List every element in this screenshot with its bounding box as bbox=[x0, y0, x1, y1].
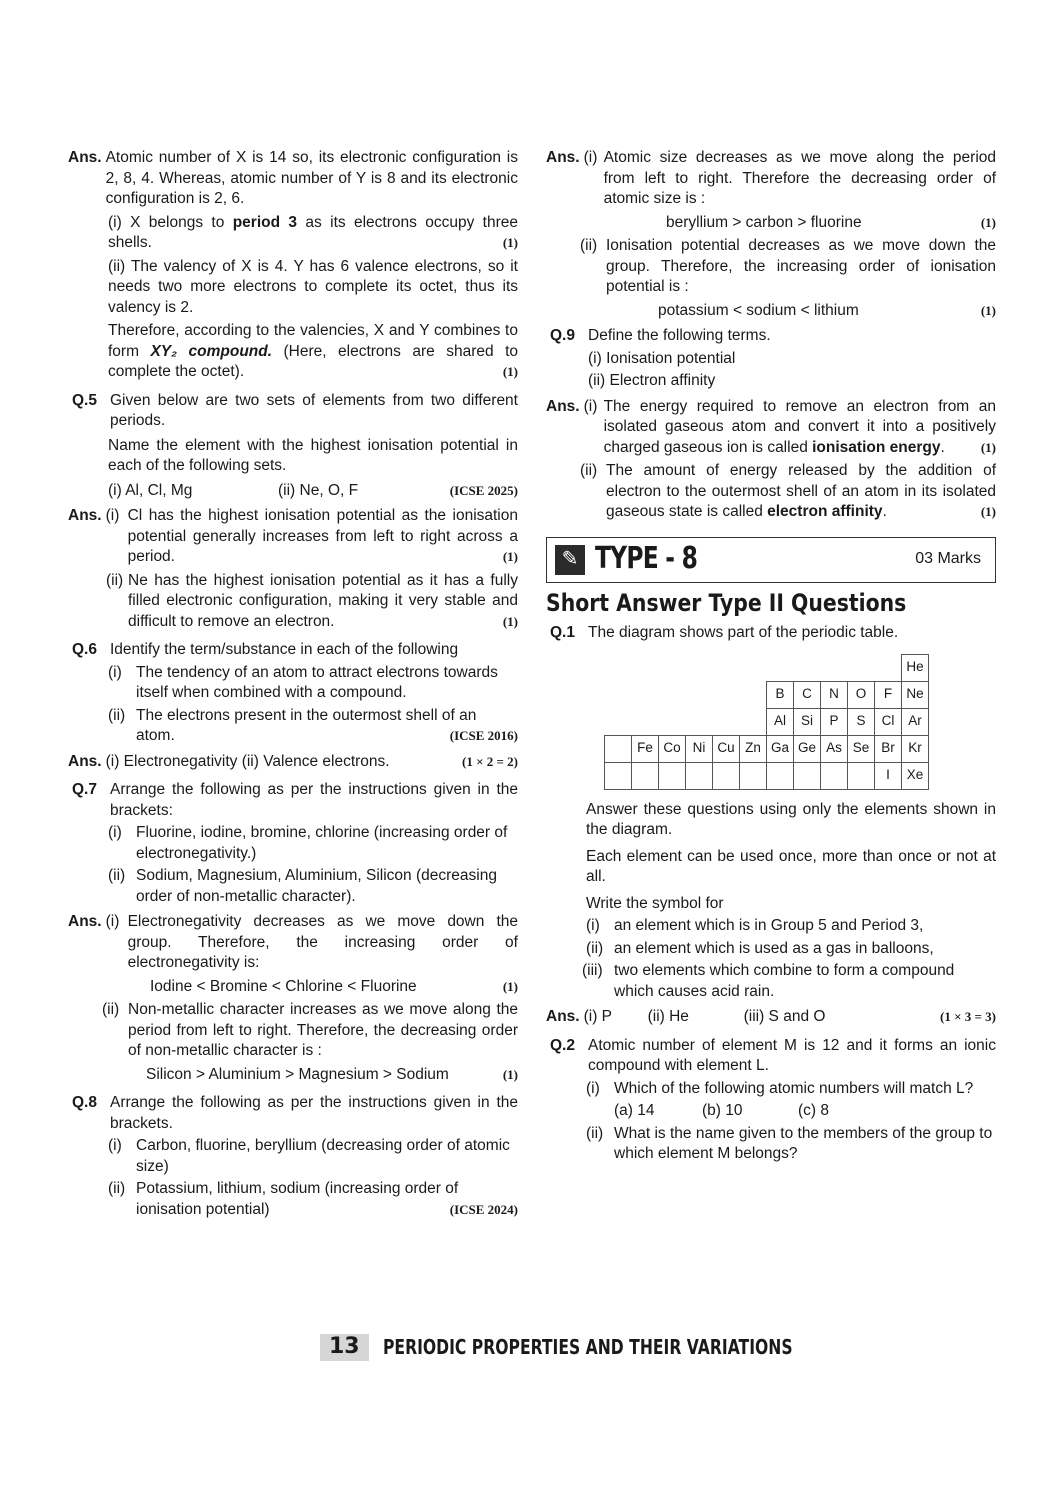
table-row bbox=[605, 762, 929, 789]
table-cell: C bbox=[794, 681, 821, 708]
question-text: Define the following terms. bbox=[588, 327, 771, 344]
table-cell bbox=[605, 654, 632, 681]
section-title: Short Answer Type II Questions bbox=[546, 588, 907, 617]
table-cell bbox=[767, 762, 794, 789]
table-row bbox=[605, 654, 929, 681]
table-cell: Se bbox=[848, 735, 875, 762]
answer-q6: Ans. (i) Electronegativity (ii) Valence electrons. (1 × 2 = 2) bbox=[68, 752, 518, 773]
table-cell: I bbox=[875, 762, 902, 789]
table-cell: Al bbox=[767, 708, 794, 735]
left-column bbox=[68, 148, 518, 1225]
table-cell bbox=[794, 654, 821, 681]
answer-q8: Ans. (i) Atomic size decreases as we move along the period from left to right. Therefore the decreasing order of atomic size is : beryllium > carbon > fluorine (1) (ii) Ionisation potential decreases as we move down the group. Therefore, the increasing order of ionisation potential is : potassium < sodium < lithium (1) bbox=[546, 149, 996, 319]
question-label: Q.8 bbox=[72, 1094, 97, 1111]
question-label: Q.9 bbox=[550, 327, 575, 344]
periodic-table bbox=[604, 654, 929, 790]
type-title: TYPE - 8 bbox=[595, 541, 698, 577]
table-cell bbox=[875, 654, 902, 681]
answer-q1: Ans. (i) P (ii) He (iii) S and O (1 × 3 = 3) bbox=[546, 1007, 996, 1028]
question-7: Q.7 Arrange the following as per the instructions given in the brackets: (i) Fluorine, iodine, bromine, chlorine (increasing order of electronegativity.) (ii) Sodium, Magnesium, Aluminium, Silicon (decreasing order of non-metallic character). bbox=[72, 781, 518, 905]
question-8: Q.8 Arrange the following as per the instructions given in the brackets. (i) Carbon, fluorine, beryllium (decreasing order of atomic size) (ii) Potassium, lithium, sodium (increasing order of ionisation potential) (ICSE 2024) bbox=[68, 1093, 518, 1220]
table-cell: Br bbox=[875, 735, 902, 762]
answer-label: Ans. bbox=[68, 507, 102, 524]
table-cell: Fe bbox=[632, 735, 659, 762]
table-cell bbox=[659, 681, 686, 708]
table-cell bbox=[713, 762, 740, 789]
table-cell: S bbox=[848, 708, 875, 735]
table-cell bbox=[713, 654, 740, 681]
table-cell bbox=[848, 654, 875, 681]
table-cell bbox=[821, 654, 848, 681]
answer-part-ii: (ii) The valency of X is 4. Y has 6 valence electrons, so it needs two more electrons to complete its octet, thus its valency is 2. bbox=[108, 257, 518, 316]
table-cell: Xe bbox=[902, 762, 929, 789]
table-cell bbox=[605, 762, 632, 789]
table-cell bbox=[632, 654, 659, 681]
pencil-square-icon: ✎ bbox=[555, 545, 585, 575]
table-cell: N bbox=[821, 681, 848, 708]
answer-label: Ans. bbox=[68, 149, 102, 166]
right-column bbox=[546, 148, 996, 1170]
answer-q7: Ans. (i) Electronegativity decreases as we move down the group. Therefore, the increasing order of electronegativity is: Iodine < Bromine < Chlorine < Fluorine (1) (ii) Non-metallic character increases as we move along the period from left to right. Therefore, the decreasing order of non-metallic character is : Silicon > Aluminium > Magnesium > Sodium (1) bbox=[68, 913, 518, 1083]
question-label: Q.6 bbox=[72, 641, 97, 658]
table-cell bbox=[821, 762, 848, 789]
table-cell bbox=[632, 708, 659, 735]
question-label: Q.7 bbox=[72, 781, 97, 798]
table-cell bbox=[659, 762, 686, 789]
question-text: Atomic number of element M is 12 and it forms an ionic compound with element L. bbox=[588, 1036, 996, 1074]
question-text: The diagram shows part of the periodic table. bbox=[588, 624, 899, 641]
table-cell bbox=[686, 654, 713, 681]
table-cell bbox=[713, 708, 740, 735]
page-footer bbox=[320, 1334, 908, 1361]
question-text: Given below are two sets of elements from two different periods. bbox=[110, 391, 518, 429]
type-marks: 03 Marks bbox=[915, 550, 981, 568]
chapter-title: PERIODIC PROPERTIES AND THEIR VARIATIONS bbox=[382, 1335, 793, 1359]
question-text: Identify the term/substance in each of the following bbox=[110, 641, 459, 658]
table-cell: As bbox=[821, 735, 848, 762]
question-text: Arrange the following as per the instructions given in the brackets. bbox=[110, 1094, 518, 1132]
table-cell: Ga bbox=[767, 735, 794, 762]
mark: (1 × 3 = 3) bbox=[940, 1009, 996, 1024]
answer-label: Ans. bbox=[68, 752, 102, 770]
answer-q4 bbox=[68, 148, 518, 383]
question-1: Q.1 The diagram shows part of the periodic table. He B C N O F Ne Al Si P S Cl Ar Fe Co Ni Cu Zn Ga Ge As Se Br Kr I Xe Answer these questions using only the elements shown in the diagram. Each element can be used once, more than once or not at all. Write the symbol for (i) an element which is in Group 5 and Period 3, (ii) an element which is used as a gas in balloons, (iii) two elements which combine to form a compound which causes acid rain. bbox=[550, 624, 996, 1000]
table-cell bbox=[659, 654, 686, 681]
table-cell: He bbox=[902, 654, 929, 681]
table-cell: B bbox=[767, 681, 794, 708]
question-6: Q.6 Identify the term/substance in each of the following (i) The tendency of an atom to attract electrons towards itself when combined with a compound. (ii) The electrons present in the outermost shell of an atom. (ICSE 2016) bbox=[68, 640, 518, 747]
table-cell: Zn bbox=[740, 735, 767, 762]
question-2: Q.2 Atomic number of element M is 12 and it forms an ionic compound with element L. (i) Which of the following atomic numbers will match L? (a) 14 (b) 10 (c) 8 (ii) What is the name given to the members of the group to which element M belongs? bbox=[550, 1036, 996, 1162]
table-cell: Ne bbox=[902, 681, 929, 708]
question-5 bbox=[68, 391, 518, 502]
answer-label: Ans. bbox=[546, 397, 580, 415]
table-cell bbox=[794, 762, 821, 789]
question-text: Arrange the following as per the instructions given in the brackets: bbox=[110, 781, 518, 819]
answer-q9: Ans. (i) The energy required to remove an electron from an isolated gaseous atom and convert it into a positively charged gaseous ion is called ionisation energy. (1) (ii) The amount of energy released by the addition of electron to the outermost shell of an atom in its isolated gaseous state is called electron affinity. (1) bbox=[546, 397, 996, 520]
question-9: Q.9 Define the following terms. (i) Ionisation potential (ii) Electron affinity bbox=[546, 326, 996, 392]
table-cell: Ar bbox=[902, 708, 929, 735]
question-text-2: Name the element with the highest ionisation potential in each of the following sets. bbox=[108, 436, 518, 474]
answer-conclusion: Therefore, according to the valencies, X and Y combines to form XY₂ compound. (Here, electrons are shared to complete the octet). (1) bbox=[68, 321, 518, 383]
table-cell bbox=[767, 654, 794, 681]
answer-part-i: (i) X belongs to period 3 as its electrons occupy three shells. (1) bbox=[68, 213, 518, 254]
exam-tag: (ICSE 2024) bbox=[449, 1201, 518, 1217]
question-label: Q.2 bbox=[550, 1036, 575, 1054]
table-cell bbox=[632, 681, 659, 708]
table-cell bbox=[605, 708, 632, 735]
mark: (1 × 2 = 2) bbox=[462, 753, 518, 769]
type-header bbox=[546, 537, 996, 583]
table-cell bbox=[686, 762, 713, 789]
table-row bbox=[605, 681, 929, 708]
question-options: (i) Al, Cl, Mg (ii) Ne, O, F (ICSE 2025) bbox=[68, 481, 518, 502]
table-row bbox=[605, 735, 929, 762]
exam-tag: (ICSE 2025) bbox=[449, 482, 518, 498]
table-cell: P bbox=[821, 708, 848, 735]
mark: (1) bbox=[502, 364, 518, 379]
table-cell bbox=[686, 681, 713, 708]
answer-label: Ans. bbox=[546, 1008, 580, 1025]
table-row bbox=[605, 708, 929, 735]
table-cell bbox=[659, 708, 686, 735]
table-cell bbox=[605, 735, 632, 762]
mark: (1) bbox=[502, 235, 518, 250]
answer-q5: Ans. (i) Cl has the highest ionisation potential as the ionisation potential generally increases from left to right across a period. (1) (ii) Ne has the highest ionisation potential as it has a fully filled electronic configuration, making it very stable and difficult to remove an electron. (1) bbox=[68, 507, 518, 630]
table-cell: Ge bbox=[794, 735, 821, 762]
table-cell bbox=[686, 708, 713, 735]
table-cell bbox=[740, 654, 767, 681]
table-cell: Si bbox=[794, 708, 821, 735]
table-cell: Ni bbox=[686, 735, 713, 762]
table-cell: O bbox=[848, 681, 875, 708]
answer-text: Atomic number of X is 14 so, its electronic configuration is 2, 8, 4. Whereas, atomic number of Y is 8 and its electronic configuration is 2, 6. bbox=[105, 149, 518, 207]
table-cell bbox=[713, 681, 740, 708]
question-label: Q.5 bbox=[72, 391, 97, 409]
table-cell: Cu bbox=[713, 735, 740, 762]
exam-tag: (ICSE 2016) bbox=[449, 728, 518, 743]
table-cell bbox=[740, 762, 767, 789]
table-cell: Cl bbox=[875, 708, 902, 735]
table-cell bbox=[632, 762, 659, 789]
table-cell bbox=[740, 681, 767, 708]
answer-label: Ans. bbox=[68, 913, 102, 930]
table-cell: Co bbox=[659, 735, 686, 762]
question-label: Q.1 bbox=[550, 624, 575, 641]
table-cell: Kr bbox=[902, 735, 929, 762]
page-number: 13 bbox=[320, 1334, 369, 1361]
table-cell bbox=[848, 762, 875, 789]
table-cell bbox=[605, 681, 632, 708]
answer-label: Ans. bbox=[546, 149, 580, 166]
table-cell: F bbox=[875, 681, 902, 708]
table-cell bbox=[740, 708, 767, 735]
